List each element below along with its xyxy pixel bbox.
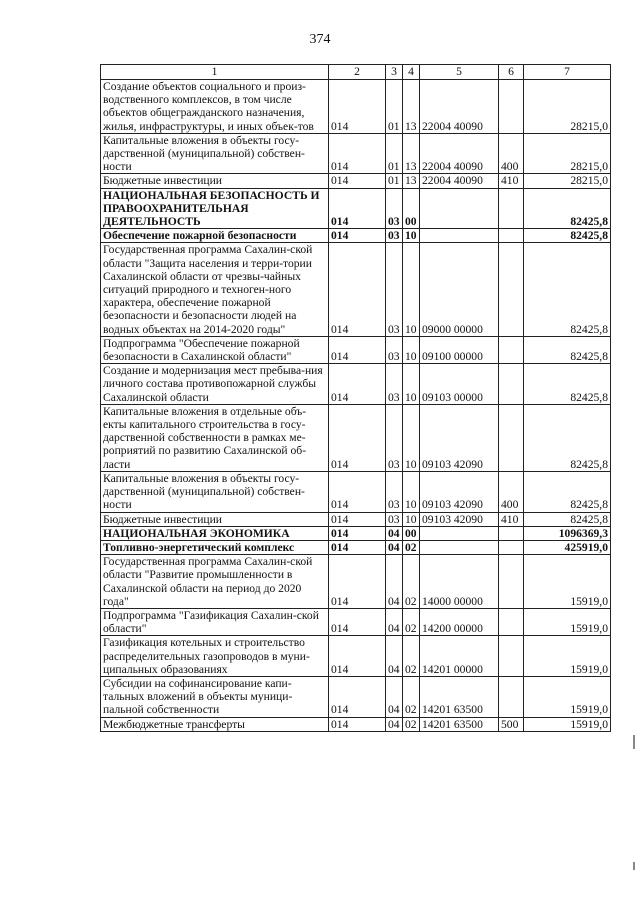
row-name-cell: Создание объектов социального и произ-водственного комплексов, в том числе объектов общегражданского назначения, жилья, инфраструктуры, и иных объек-тов [101, 80, 329, 134]
row-ved-cell: 014 [329, 229, 386, 243]
row-rz-cell: 03 [386, 512, 403, 526]
row-vr-cell [499, 243, 524, 336]
row-vr-cell [499, 636, 524, 677]
table-row [101, 608, 611, 635]
row-ved-cell: 014 [329, 243, 386, 336]
row-ved-cell: 014 [329, 676, 386, 717]
row-vr-cell [499, 555, 524, 609]
row-ved-cell: 014 [329, 336, 386, 363]
table-row [101, 133, 611, 174]
row-name-cell: Бюджетные инвестиции [101, 174, 329, 188]
row-sum-cell: 15919,0 [524, 608, 611, 635]
row-csr-cell: 09103 42090 [420, 404, 499, 471]
header-cell: 4 [403, 65, 420, 80]
row-vr-cell: 400 [499, 471, 524, 512]
row-ved-cell: 014 [329, 608, 386, 635]
row-vr-cell [499, 540, 524, 554]
row-vr-cell: 500 [499, 717, 524, 731]
table-row [101, 526, 611, 540]
row-sum-cell: 15919,0 [524, 555, 611, 609]
row-name-cell: Капитальные вложения в отдельные объ-екты капитального строительства в госу-дарственной собственности в рамках ме-роприятий по развитию Сахалинской об-ласти [101, 404, 329, 471]
row-rz-cell: 01 [386, 174, 403, 188]
row-csr-cell [420, 188, 499, 229]
row-name-cell: Обеспечение пожарной безопасности [101, 229, 329, 243]
row-name-cell: Топливно-энергетический комплекс [101, 540, 329, 554]
row-rz-cell: 04 [386, 717, 403, 731]
row-ved-cell: 014 [329, 80, 386, 134]
row-vr-cell [499, 229, 524, 243]
scan-mark [633, 735, 635, 749]
table-header-row [101, 65, 611, 80]
row-ved-cell: 014 [329, 717, 386, 731]
row-name-cell: Капитальные вложения в объекты госу-дарственной (муниципальной) собствен-ности [101, 471, 329, 512]
page-number: 374 [309, 32, 331, 47]
row-sum-cell: 82425,8 [524, 336, 611, 363]
row-csr-cell [420, 540, 499, 554]
row-vr-cell [499, 526, 524, 540]
row-sum-cell: 82425,8 [524, 243, 611, 336]
row-ved-cell: 014 [329, 512, 386, 526]
row-pr-cell: 02 [403, 540, 420, 554]
table-row [101, 174, 611, 188]
row-pr-cell: 10 [403, 336, 420, 363]
row-rz-cell: 04 [386, 608, 403, 635]
row-pr-cell: 02 [403, 636, 420, 677]
row-ved-cell: 014 [329, 133, 386, 174]
row-vr-cell [499, 336, 524, 363]
row-sum-cell: 28215,0 [524, 174, 611, 188]
row-csr-cell: 22004 40090 [420, 80, 499, 134]
row-vr-cell: 400 [499, 133, 524, 174]
row-vr-cell [499, 364, 524, 405]
row-vr-cell: 410 [499, 512, 524, 526]
row-csr-cell: 14201 00000 [420, 636, 499, 677]
row-sum-cell: 15919,0 [524, 676, 611, 717]
row-rz-cell: 04 [386, 636, 403, 677]
header-cell: 6 [499, 65, 524, 80]
row-ved-cell: 014 [329, 555, 386, 609]
row-pr-cell: 10 [403, 229, 420, 243]
row-ved-cell: 014 [329, 364, 386, 405]
row-ved-cell: 014 [329, 188, 386, 229]
table-row [101, 555, 611, 609]
row-sum-cell: 425919,0 [524, 540, 611, 554]
row-ved-cell: 014 [329, 404, 386, 471]
row-pr-cell: 10 [403, 404, 420, 471]
row-pr-cell: 10 [403, 471, 420, 512]
row-name-cell: Подпрограмма "Обеспечение пожарной безопасности в Сахалинской области" [101, 336, 329, 363]
table-row [101, 471, 611, 512]
row-csr-cell: 09103 42090 [420, 471, 499, 512]
row-name-cell: НАЦИОНАЛЬНАЯ ЭКОНОМИКА [101, 526, 329, 540]
row-pr-cell: 02 [403, 555, 420, 609]
row-csr-cell: 09103 42090 [420, 512, 499, 526]
row-vr-cell [499, 80, 524, 134]
row-vr-cell [499, 676, 524, 717]
row-rz-cell: 03 [386, 336, 403, 363]
row-name-cell: Государственная программа Сахалин-ской области "Защита населения и терри-тории Сахалинской области от чрезвы-чайных ситуаций природного и техноген-ного характера, обеспечение пожарной безопасности и безопасности людей на водных объектах на 2014-2020 годы" [101, 243, 329, 336]
header-cell: 7 [524, 65, 611, 80]
row-rz-cell: 04 [386, 540, 403, 554]
row-rz-cell: 03 [386, 188, 403, 229]
row-ved-cell: 014 [329, 174, 386, 188]
row-name-cell: Бюджетные инвестиции [101, 512, 329, 526]
table-row [101, 636, 611, 677]
row-sum-cell: 82425,8 [524, 364, 611, 405]
row-pr-cell: 13 [403, 80, 420, 134]
table-row [101, 404, 611, 471]
table-row [101, 512, 611, 526]
row-sum-cell: 82425,8 [524, 471, 611, 512]
row-csr-cell: 09103 00000 [420, 364, 499, 405]
header-cell: 3 [386, 65, 403, 80]
row-csr-cell: 09000 00000 [420, 243, 499, 336]
table-row [101, 229, 611, 243]
row-csr-cell: 22004 40090 [420, 174, 499, 188]
table-row [101, 540, 611, 554]
row-name-cell: Газификация котельных и строительство распределительных газопроводов в муни-ципальных образованиях [101, 636, 329, 677]
row-sum-cell: 82425,8 [524, 404, 611, 471]
row-name-cell: Подпрограмма "Газификация Сахалин-ской области" [101, 608, 329, 635]
row-sum-cell: 15919,0 [524, 636, 611, 677]
row-sum-cell: 28215,0 [524, 133, 611, 174]
header-cell: 2 [329, 65, 386, 80]
row-csr-cell [420, 526, 499, 540]
table-row [101, 188, 611, 229]
row-rz-cell: 03 [386, 364, 403, 405]
row-name-cell: Межбюджетные трансферты [101, 717, 329, 731]
row-name-cell: Государственная программа Сахалин-ской области "Развитие промышленности в Сахалинской области на период до 2020 года" [101, 555, 329, 609]
budget-table [100, 64, 611, 732]
row-pr-cell: 02 [403, 717, 420, 731]
row-ved-cell: 014 [329, 636, 386, 677]
table-row [101, 364, 611, 405]
row-rz-cell: 03 [386, 229, 403, 243]
row-ved-cell: 014 [329, 540, 386, 554]
row-pr-cell: 10 [403, 243, 420, 336]
row-vr-cell [499, 404, 524, 471]
row-rz-cell: 03 [386, 471, 403, 512]
row-ved-cell: 014 [329, 471, 386, 512]
row-pr-cell: 00 [403, 188, 420, 229]
row-sum-cell: 15919,0 [524, 717, 611, 731]
row-pr-cell: 10 [403, 512, 420, 526]
row-rz-cell: 04 [386, 676, 403, 717]
row-sum-cell: 82425,8 [524, 229, 611, 243]
row-vr-cell [499, 188, 524, 229]
row-vr-cell [499, 608, 524, 635]
row-csr-cell: 22004 40090 [420, 133, 499, 174]
row-csr-cell: 14200 00000 [420, 608, 499, 635]
scan-mark [633, 862, 635, 870]
table-row [101, 336, 611, 363]
table-row [101, 243, 611, 336]
header-cell: 5 [420, 65, 499, 80]
row-rz-cell: 04 [386, 526, 403, 540]
row-name-cell: Субсидии на софинансирование капи-тальных вложений в объекты муници-пальной собственности [101, 676, 329, 717]
row-name-cell: НАЦИОНАЛЬНАЯ БЕЗОПАСНОСТЬ И ПРАВООХРАНИТЕЛЬНАЯ ДЕЯТЕЛЬНОСТЬ [101, 188, 329, 229]
row-pr-cell: 13 [403, 174, 420, 188]
row-csr-cell: 14201 63500 [420, 676, 499, 717]
row-pr-cell: 13 [403, 133, 420, 174]
row-rz-cell: 04 [386, 555, 403, 609]
row-name-cell: Капитальные вложения в объекты госу-дарственной (муниципальной) собствен-ности [101, 133, 329, 174]
row-name-cell: Создание и модернизация мест пребыва-ния личного состава противопожарной службы Сахалинской области [101, 364, 329, 405]
row-rz-cell: 01 [386, 133, 403, 174]
row-vr-cell: 410 [499, 174, 524, 188]
table-row [101, 676, 611, 717]
row-rz-cell: 03 [386, 243, 403, 336]
row-rz-cell: 01 [386, 80, 403, 134]
header-cell: 1 [101, 65, 329, 80]
row-ved-cell: 014 [329, 526, 386, 540]
row-pr-cell: 02 [403, 676, 420, 717]
row-pr-cell: 10 [403, 364, 420, 405]
row-pr-cell: 02 [403, 608, 420, 635]
row-pr-cell: 00 [403, 526, 420, 540]
row-sum-cell: 82425,8 [524, 188, 611, 229]
row-csr-cell [420, 229, 499, 243]
row-sum-cell: 1096369,3 [524, 526, 611, 540]
row-csr-cell: 14201 63500 [420, 717, 499, 731]
table-row [101, 717, 611, 731]
row-sum-cell: 28215,0 [524, 80, 611, 134]
row-csr-cell: 09100 00000 [420, 336, 499, 363]
row-sum-cell: 82425,8 [524, 512, 611, 526]
table-row [101, 80, 611, 134]
row-rz-cell: 03 [386, 404, 403, 471]
row-csr-cell: 14000 00000 [420, 555, 499, 609]
